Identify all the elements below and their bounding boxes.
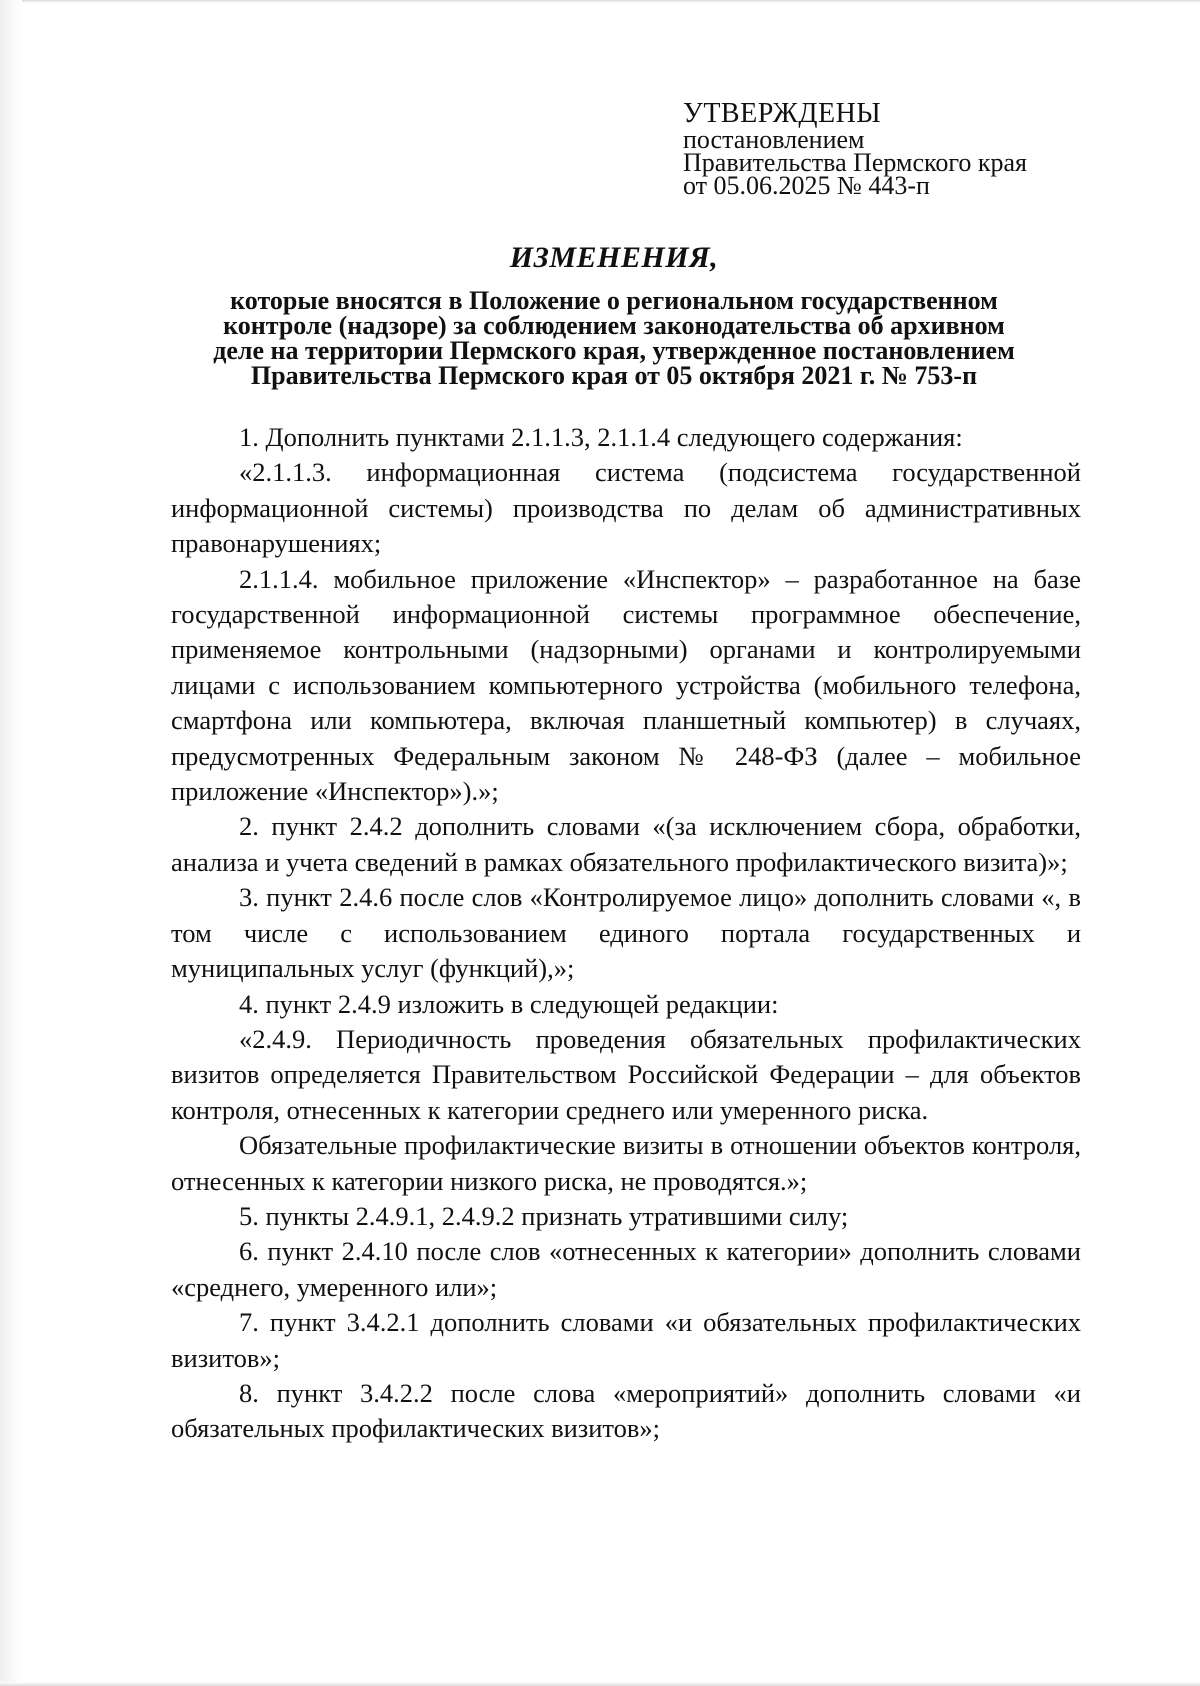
scan-edge-bottom [0, 1682, 1200, 1686]
paragraph-8: Обязательные профилактические визиты в отношении объектов контроля, отнесенных к категории низкого риска, не проводятся.»; [171, 1130, 1081, 1196]
approval-line-2: Правительства Пермского края [683, 148, 1027, 177]
scan-edge-left [0, 0, 22, 1686]
paragraph-7: «2.4.9. Периодичность проведения обязательных профилактических визитов определяется Правительством Российской Федерации – для объектов контроля, отнесенных к категории среднего или умеренного риска. [171, 1023, 1081, 1125]
approval-title: УТВЕРЖДЕНЫ [683, 98, 882, 129]
paragraph-12: 8. пункт 3.4.2.2 после слова «мероприятий» дополнить словами «и обязательных профилактических визитов»; [171, 1377, 1081, 1444]
document-subtitle-line-1: которые вносятся в Положение о региональном государственном [230, 286, 998, 315]
document-title: ИЗМЕНЕНИЯ, [509, 241, 719, 274]
paragraph-1: 1. Дополнить пунктами 2.1.1.3, 2.1.1.4 следующего содержания: [239, 422, 963, 452]
document-subtitle-line-4: Правительства Пермского края от 05 октября 2021 г. № 753-п [250, 361, 978, 390]
paragraph-9: 5. пункты 2.4.9.1, 2.4.9.2 признать утратившими силу; [239, 1200, 849, 1231]
approval-line-1: постановлением [683, 125, 865, 154]
approval-line-3: от 05.06.2025 № 443-п [683, 171, 930, 200]
scan-edge-top [0, 0, 1200, 3]
paragraph-4: 2. пункт 2.4.2 дополнить словами «(за исключением сбора, обработки, анализа и учета сведений в рамках обязательного профилактического визита)»; [171, 811, 1081, 877]
document-heading [150, 240, 1078, 388]
paragraph-11: 7. пункт 3.4.2.1 дополнить словами «и обязательных профилактических визитов»; [171, 1307, 1081, 1373]
paragraph-5: 3. пункт 2.4.6 после слов «Контролируемое лицо» дополнить словами «, в том числе с использованием единого портала государственных и муниципальных услуг (функций),»; [171, 882, 1081, 984]
document-subtitle-line-3: деле на территории Пермского края, утвержденное постановлением [213, 336, 1015, 365]
paragraph-3: 2.1.1.4. мобильное приложение «Инспектор» – разработанное на базе государственной информационной системы программное обеспечение, применяемое контрольными (надзорными) органами и контролируемыми лицами с использованием компьютерного устройства (мобильного телефона, смартфона или компьютера, включая планшетный компьютер) в случаях, предусмотренных Федеральным законом № 248-ФЗ (далее – мобильное приложение «Инспектор»).»; [171, 563, 1081, 807]
approval-stamp-block [683, 98, 1103, 200]
document-body [171, 420, 1081, 1447]
document-subtitle-line-2: контроле (надзоре) за соблюдением законодательства об архивном [223, 311, 1005, 340]
paragraph-10: 6. пункт 2.4.10 после слов «отнесенных к категории» дополнить словами «среднего, умеренного или»; [171, 1236, 1081, 1302]
paragraph-2: «2.1.1.3. информационная система (подсистема государственной информационной системы) производства по делам об административных правонарушениях; [171, 457, 1081, 559]
paragraph-6: 4. пункт 2.4.9 изложить в следующей редакции: [239, 988, 779, 1019]
